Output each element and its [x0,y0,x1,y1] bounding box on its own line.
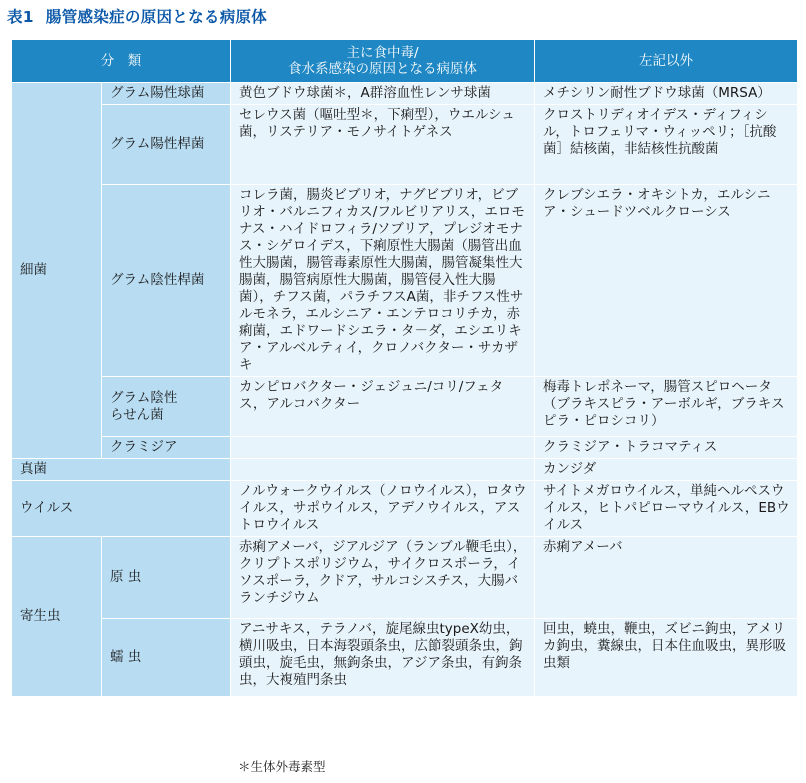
subgroup-chlamydia: クラミジア [102,437,231,459]
table-row [12,105,798,185]
subgroup-gram-pos-rods: グラム陽性桿菌 [102,105,231,185]
food-gram-pos-rods: セレウス菌（嘔吐型＊，下痢型），ウエルシュ菌，リステリア・モノサイトゲネス [231,105,535,185]
table-number: 表1 [7,8,34,26]
group-bacteria: 細菌 [12,83,102,459]
table-row [12,481,798,537]
pathogen-table [11,39,798,697]
table-row [12,437,798,459]
table-row [12,619,798,697]
footnote: ＊生体外毒素型 [238,759,326,774]
table-row [12,83,798,105]
other-fungi: カンジダ [535,459,798,481]
other-gram-neg-rods: クレブシエラ・オキシトカ，エルシニア・シュードツベルクローシス [535,185,798,377]
other-virus: サイトメガロウイルス，単純ヘルペスウイルス，ヒトパピローマウイルス，EBウイルス [535,481,798,537]
header-category: 分 類 [12,40,231,83]
food-gram-neg-spiral: カンピロバクター・ジェジュニ/コリ/フェタス，アルコバクター [231,377,535,437]
table-row [12,377,798,437]
food-fungi [231,459,535,481]
food-protozoa: 赤痢アメーバ，ジアルジア（ランブル鞭毛虫），クリプトスポリジウム，サイクロスポーラ，イソスポーラ，クドア，サルコシスチス，大腸バランチジウム [231,537,535,619]
food-gram-pos-cocci: 黄色ブドウ球菌＊，A群溶血性レンサ球菌 [231,83,535,105]
subgroup-gram-neg-spiral: グラム陰性 らせん菌 [102,377,231,437]
subgroup-gram-pos-cocci: グラム陽性球菌 [102,83,231,105]
food-chlamydia [231,437,535,459]
other-protozoa: 赤痢アメーバ [535,537,798,619]
food-gram-neg-rods: コレラ菌，腸炎ビブリオ，ナグビブリオ，ビブリオ・バルニフィカス/フルビリアリス，エロモナス・ハイドロフィラ/ソブリア，プレジオモナス・シゲロイデス，下痢原性大腸菌（腸管出血性大腸菌，腸管毒素原性大腸菌，腸管凝集性大腸菌，腸管病原性大腸菌，腸管侵入性大腸菌），チフス菌，パラチフスA菌，非チフス性サルモネラ，エルシニア・エンテロコリチカ，赤痢菌，エドワードシエラ・タ－ダ，エシエリキア・アルベルティイ，クロノバクター・サカザキ [231,185,535,377]
other-gram-pos-rods: クロストリディオイデス・ディフィシル，トロフェリマ・ウィッペリ；［抗酸菌］結核菌，非結核性抗酸菌 [535,105,798,185]
other-gram-neg-spiral: 梅毒トレポネーマ，腸管スピロヘータ（ブラキスピラ・アーボルギ，ブラキスピラ・ピロシコリ） [535,377,798,437]
table-caption [7,5,267,27]
header-food-water: 主に食中毒/ 食水系感染の原因となる病原体 [231,40,535,83]
table-row [12,537,798,619]
header-others: 左記以外 [535,40,798,83]
food-helminths: アニサキス，テラノバ，旋尾線虫typeX幼虫，横川吸虫，日本海裂頭条虫，広節裂頭条虫，鉤頭虫，旋毛虫，無鉤条虫，アジア条虫，有鉤条虫，大複殖門条虫 [231,619,535,697]
group-virus: ウイルス [12,481,231,537]
table-title: 腸管感染症の原因となる病原体 [45,8,268,26]
subgroup-helminths: 蠕 虫 [102,619,231,697]
subgroup-protozoa: 原 虫 [102,537,231,619]
other-helminths: 回虫，蟯虫，鞭虫，ズビニ鉤虫，アメリカ鉤虫，糞線虫，日本住血吸虫，異形吸虫類 [535,619,798,697]
food-virus: ノルウォークウイルス（ノロウイルス），ロタウイルス，サポウイルス，アデノウイルス，アストロウイルス [231,481,535,537]
other-gram-pos-cocci: メチシリン耐性ブドウ球菌（MRSA） [535,83,798,105]
header-row [12,40,798,83]
table-row [12,459,798,481]
group-parasite: 寄生虫 [12,537,102,697]
group-fungi: 真菌 [12,459,231,481]
other-chlamydia: クラミジア・トラコマティス [535,437,798,459]
subgroup-gram-neg-rods: グラム陰性桿菌 [102,185,231,377]
table-row [12,185,798,377]
